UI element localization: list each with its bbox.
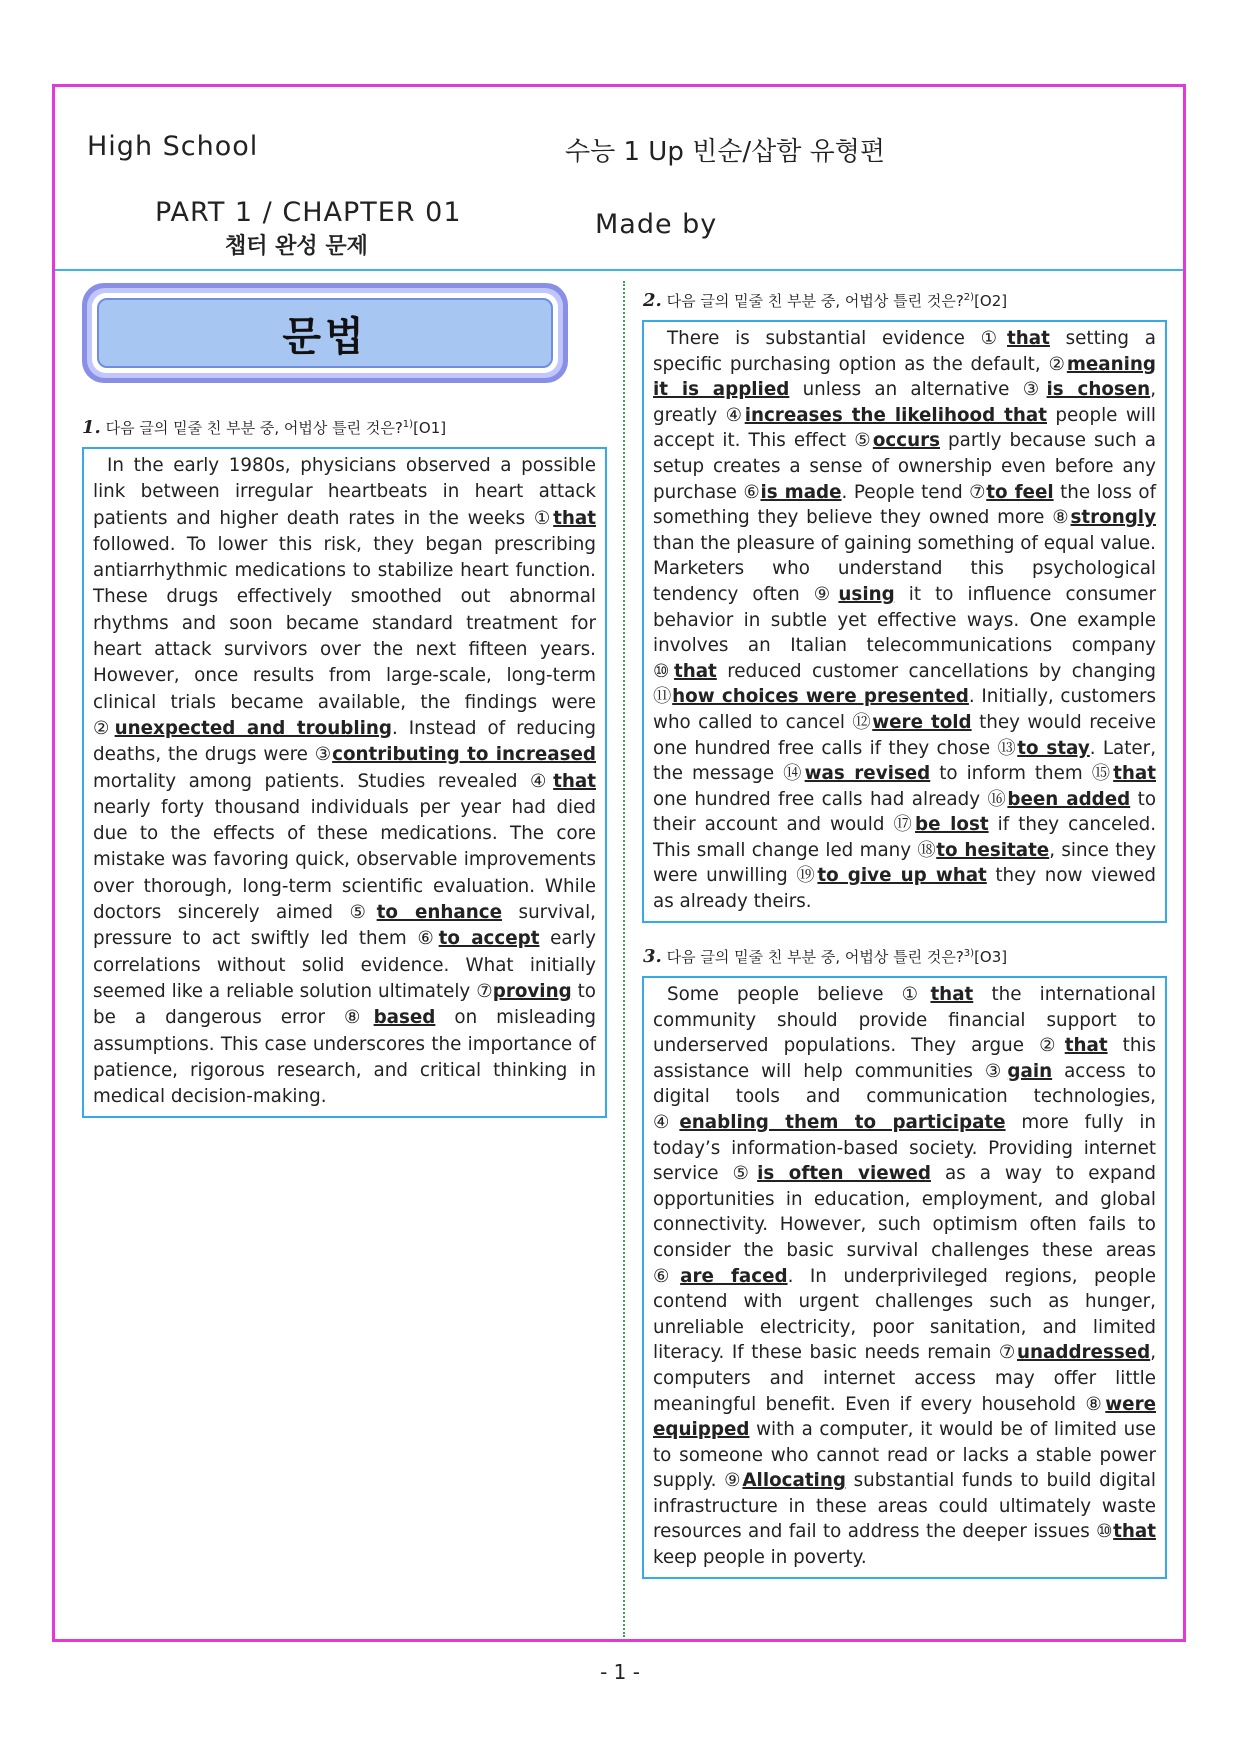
- passage-text: . People tend: [841, 481, 970, 503]
- underlined-choice: unaddressed: [1017, 1342, 1151, 1364]
- choice-number: ②: [1039, 1035, 1065, 1057]
- passage-text: access to digital tools and communication technologies,: [653, 1060, 1157, 1108]
- passage-text: , since they were unwilling: [653, 839, 1157, 887]
- book-title: 수능 1 Up 빈순/삽함 유형편: [565, 137, 885, 167]
- underlined-choice: are faced: [680, 1265, 788, 1287]
- choice-number: ⑲: [796, 865, 818, 887]
- passage-text: they now viewed as already theirs.: [653, 865, 1157, 913]
- passage-text: to their account and would: [653, 788, 1157, 836]
- choice-number: ⑥: [743, 481, 761, 503]
- question-code: [O3]: [974, 948, 1008, 966]
- passage-text: on misleading assumptions. This case underscores the importance of patience, rigorous research, and critical thinking in medical decision-making.: [93, 1007, 596, 1108]
- passage-text: . Instead of reducing deaths, the drugs were: [93, 717, 597, 766]
- passage-text: it to influence consumer behavior in subtle yet effective ways. One example involves an Italian telecommunications company: [653, 583, 1156, 657]
- passage-text: In the early 1980s, physicians observed a possible link between irregular heartbeats in heart attack patients and higher death rates in the weeks: [93, 455, 596, 529]
- underlined-choice: were equipped: [653, 1393, 1156, 1441]
- underlined-choice: that: [673, 660, 717, 682]
- school-level: High School: [87, 131, 259, 162]
- passage-text: more fully in today’s information-based society. Providing internet service: [653, 1111, 1157, 1185]
- underlined-choice: based: [373, 1007, 436, 1029]
- column-divider: [623, 281, 625, 1637]
- passage-text: partly because such a setup creates a sense of ownership even before any purchase: [653, 430, 1156, 503]
- passage-text: if they canceled. This small change led many: [653, 814, 1157, 861]
- passage-text: followed. To lower this risk, they began prescribing antiarrhythmic medications to stabilize heart function. These drugs effectively smoothed out abnormal rhythms and soon became standard treatment for heart attack survivors over the next fifteen years. However, once results from large-scale, long-term clinical trials became available, the findings were: [93, 533, 596, 713]
- passage-text: substantial funds to build digital infrastructure in these areas could ultimately waste resources and fail to address the deeper issues: [653, 1470, 1156, 1543]
- choice-number: ⑩: [653, 660, 674, 682]
- passage-text: people will accept it. This effect: [653, 404, 1157, 452]
- underlined-choice: to feel: [986, 481, 1054, 503]
- choice-number: ⑨: [724, 1470, 743, 1492]
- passage-text: than the pleasure of gaining something of equal value. Marketers who understand this psychological tendency often: [653, 532, 1156, 605]
- underlined-choice: increases the likelihood that: [744, 404, 1047, 426]
- underlined-choice: that: [1007, 328, 1050, 349]
- choice-number: ⑰: [893, 814, 916, 836]
- passage-text: mortality among patients. Studies revealed: [93, 770, 531, 792]
- passage-text: this assistance will help communities: [653, 1035, 1157, 1082]
- underlined-choice: to accept: [438, 928, 540, 950]
- underlined-choice: occurs: [872, 430, 941, 452]
- underlined-choice: gain: [1007, 1060, 1053, 1082]
- passage-text: they would receive one hundred free calls if they chose: [653, 711, 1156, 759]
- underlined-choice: to give up what: [817, 865, 987, 887]
- footnote-mark: 1): [402, 419, 414, 430]
- underlined-choice: enabling them to participate: [679, 1111, 1006, 1133]
- choice-number: ⑤: [854, 430, 873, 452]
- section-title: 문법: [97, 298, 553, 368]
- underlined-choice: to enhance: [376, 902, 503, 924]
- underlined-choice: were told: [872, 711, 972, 733]
- underlined-choice: that: [1064, 1035, 1108, 1057]
- question-1-passage: [82, 447, 607, 1118]
- choice-number: ⑯: [987, 788, 1008, 810]
- choice-number: ⑪: [653, 686, 673, 708]
- passage-text: as a way to expand opportunities in education, employment, and global connectivity. However, such optimism often fails to consider the basic survival challenges these areas: [653, 1163, 1157, 1261]
- footnote-mark: 3): [963, 948, 975, 959]
- underlined-choice: to hesitate: [936, 839, 1050, 861]
- underlined-choice: to stay: [1017, 737, 1090, 759]
- passage-text: one hundred free calls had already: [653, 788, 988, 810]
- choice-number: ①: [901, 984, 931, 1005]
- choice-number: ⑧: [1052, 507, 1071, 529]
- choice-number: ⑨: [813, 583, 839, 605]
- choice-number: ⑧: [1085, 1393, 1106, 1415]
- underlined-choice: was revised: [804, 763, 931, 785]
- question-1-heading: [82, 417, 446, 438]
- passage-text: reduced customer cancellations by changing: [716, 660, 1157, 682]
- question-code: [O2]: [974, 292, 1008, 310]
- passage-text: , computers and internet access may offer little meaningful benefit. Even if every household: [653, 1342, 1157, 1415]
- made-by: Made by: [595, 209, 718, 240]
- choice-number: ⑥: [417, 928, 439, 950]
- underlined-choice: using: [838, 583, 895, 605]
- choice-number: ⑱: [917, 839, 937, 861]
- underlined-choice: is often viewed: [757, 1163, 931, 1185]
- choice-number: ⑧: [344, 1007, 374, 1029]
- underlined-choice: is made: [760, 481, 842, 503]
- page-number: - 1 -: [600, 1660, 640, 1684]
- passage-text: Some people believe: [667, 984, 902, 1005]
- choice-number: ⑮: [1091, 763, 1114, 785]
- question-instruction: 다음 글의 밑줄 친 부분 중, 어법상 틀린 것은?: [105, 419, 403, 437]
- choice-number: ⑬: [997, 737, 1018, 759]
- question-3-heading: [643, 946, 1007, 967]
- underlined-choice: unexpected and troubling: [114, 717, 392, 739]
- question-instruction: 다음 글의 밑줄 친 부분 중, 어법상 틀린 것은?: [666, 292, 964, 310]
- question-2-heading: [643, 290, 1007, 311]
- section-banner: [82, 283, 568, 383]
- question-3-passage: [642, 976, 1167, 1579]
- underlined-choice: that: [553, 770, 597, 792]
- choice-number: ⑦: [969, 481, 987, 503]
- underlined-choice: that: [1113, 1521, 1157, 1543]
- underlined-choice: proving: [492, 980, 572, 1002]
- underlined-choice: Allocating: [742, 1470, 846, 1492]
- choice-number: ③: [984, 1060, 1008, 1082]
- page-frame: [52, 84, 1186, 1642]
- underlined-choice: that: [930, 984, 974, 1005]
- part-chapter: PART 1 / CHAPTER 01: [155, 197, 462, 228]
- choice-number: ⑩: [1096, 1521, 1114, 1543]
- underlined-choice: that: [1113, 763, 1156, 785]
- passage-text: with a computer, it would be of limited use to someone who cannot read or lacks a stable power supply.: [653, 1419, 1156, 1492]
- question-number: 3.: [643, 946, 662, 967]
- choice-number: ⑭: [783, 763, 805, 785]
- choice-number: ①: [533, 507, 554, 529]
- question-number: 1.: [82, 417, 101, 438]
- passage-text: . In underprivileged regions, people contend with urgent challenges such as hunger, unreliable electricity, poor sanitation, and limited literacy. If these basic needs remain: [653, 1265, 1156, 1364]
- passage-text: . Initially, customers who called to cancel: [653, 686, 1157, 733]
- choice-number: ⑤: [349, 902, 377, 924]
- passage-text: survival, pressure to act swiftly led them: [93, 902, 596, 950]
- passage-text: There is substantial evidence: [667, 328, 981, 349]
- underlined-choice: how choices were presented: [672, 686, 969, 708]
- passage-text: setting a specific purchasing option as the default,: [653, 328, 1157, 375]
- choice-number: ⑤: [732, 1163, 758, 1185]
- passage-text: the loss of something they believe they owned more: [653, 481, 1157, 529]
- passage-text: early correlations without solid evidence. What initially seemed like a reliable solution ultimately: [93, 928, 596, 1002]
- choice-number: ②: [1048, 353, 1067, 375]
- question-code: [O1]: [413, 419, 447, 437]
- question-number: 2.: [643, 290, 662, 311]
- passage-text: , greatly: [653, 379, 1157, 426]
- page-header: [55, 87, 1183, 271]
- choice-number: ④: [530, 770, 554, 792]
- underlined-choice: strongly: [1070, 507, 1156, 529]
- passage-text: to inform them: [930, 763, 1092, 785]
- choice-number: ④: [653, 1111, 680, 1133]
- choice-number: ①: [980, 328, 1008, 349]
- choice-number: ⑦: [998, 1342, 1017, 1364]
- underlined-choice: contributing to increased: [332, 744, 596, 766]
- choice-number: ⑥: [653, 1265, 681, 1287]
- choice-number: ②: [93, 717, 115, 739]
- chapter-subtitle: 챕터 완성 문제: [225, 234, 368, 259]
- passage-text: nearly forty thousand individuals per year had died due to the effects of these medications. The core mistake was favoring quick, observable improvements over thorough, long-term scientific evaluation. While doctors sincerely aimed: [93, 796, 596, 924]
- underlined-choice: been added: [1007, 788, 1131, 810]
- passage-text: . Later, the message: [653, 737, 1157, 785]
- underlined-choice: meaning it is applied: [653, 353, 1156, 401]
- question-instruction: 다음 글의 밑줄 친 부분 중, 어법상 틀린 것은?: [666, 948, 964, 966]
- question-2-passage: [642, 320, 1167, 923]
- underlined-choice: is chosen: [1046, 379, 1151, 401]
- passage-text: the international community should provide financial support to underserved populations. They argue: [653, 984, 1156, 1057]
- choice-number: ⑦: [476, 980, 493, 1002]
- underlined-choice: that: [553, 507, 596, 529]
- choice-number: ③: [1022, 379, 1047, 401]
- choice-number: ③: [314, 744, 333, 766]
- passage-text: unless an alternative: [789, 379, 1023, 401]
- choice-number: ⑫: [852, 711, 873, 733]
- passage-text: to be a dangerous error: [93, 980, 596, 1029]
- passage-text: keep people in poverty.: [653, 1547, 867, 1569]
- footnote-mark: 2): [963, 292, 975, 303]
- choice-number: ④: [725, 404, 745, 426]
- underlined-choice: be lost: [915, 814, 989, 836]
